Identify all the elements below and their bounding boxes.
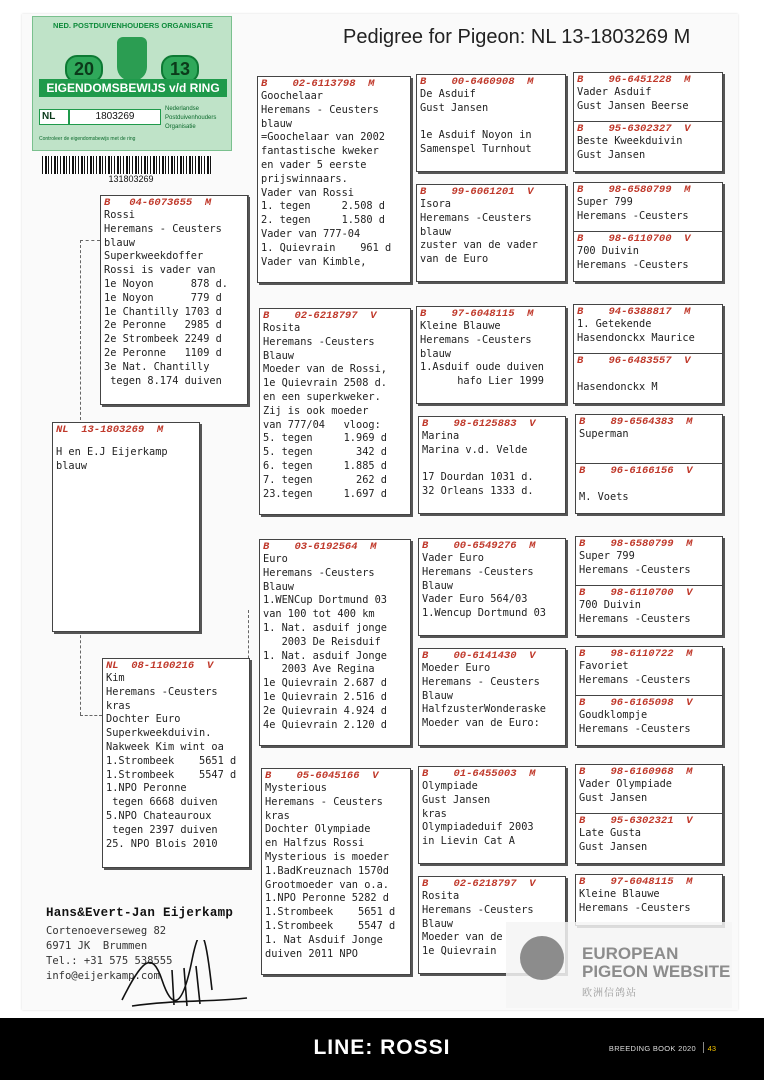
ring-number: B 94-6388817 M — [577, 306, 691, 318]
gen4-pair-box — [573, 304, 723, 404]
gen4-pair-box — [575, 646, 723, 746]
pigeon-details: Rosita Heremans -Ceusters Blauw Moeder van de Rossi, 1e Quievrain 2508 d. en een superkweker. Zij is ook moeder van 777/04 vloog: 5. tegen 1.969 d 5. tegen 342 d 6. tegen 1.885 d 7. tegen 262 d 23.tegen 1.697 d — [263, 322, 387, 500]
connector-line — [248, 195, 249, 375]
pigeon-details: Kleine Blauwe Heremans -Ceusters blauw 1.Asduif oude duiven hafo Lier 1999 — [420, 320, 544, 388]
gen4-entry — [574, 231, 722, 273]
gen4-entry — [576, 647, 722, 695]
ring-letter-line: Organisatie — [165, 124, 196, 130]
grandsire-maternal-box — [259, 539, 411, 746]
page-number: 43 — [707, 1044, 716, 1053]
gen4-pair-box — [575, 414, 723, 514]
pigeon-details: Kleine Blauwe Heremans -Ceusters — [579, 888, 691, 914]
signature-icon — [112, 940, 252, 1012]
ring-number: B 98-6110700 V — [579, 587, 693, 599]
dam-box — [102, 658, 250, 868]
gen4-entry — [574, 73, 722, 121]
ring-year-left: 20 — [65, 55, 103, 83]
subject-pigeon-box — [52, 422, 200, 632]
ring-org: NED. POSTDUIVENHOUDERS ORGANISATIE — [53, 21, 213, 30]
ring-number: B 97-6048115 M — [420, 308, 534, 320]
watermark — [506, 922, 732, 1008]
ring-year-right: 13 — [161, 55, 199, 83]
gen3-box — [418, 538, 566, 636]
ring-number: B 98-6110722 M — [579, 648, 693, 660]
ring-eigendom: EIGENDOMSBEWIJS v/d RING — [39, 79, 227, 97]
gen4-entry — [576, 537, 722, 585]
gen4-entry — [574, 305, 722, 353]
gen4-entry — [576, 463, 722, 505]
gen4-entry — [576, 875, 722, 916]
ring-number: NL 13-1803269 M — [56, 424, 164, 436]
ring-number: B 95-6302327 V — [577, 123, 691, 135]
grandsire-paternal-box — [257, 76, 411, 283]
pigeon-details: Late Gusta Gust Jansen — [579, 827, 648, 853]
connector-line — [80, 240, 81, 425]
pigeon-details: Rosita Heremans -Ceusters Blauw Moeder van de 1e Quievrain — [422, 890, 534, 958]
ring-number: B 95-6302321 V — [579, 815, 693, 827]
gen4-entry — [574, 183, 722, 231]
watermark-line: PIGEON WEBSITE — [582, 962, 731, 981]
pigeon-details: Super 799 Heremans -Ceusters — [577, 196, 689, 222]
pigeon-details: M. Voets — [579, 490, 629, 503]
pigeon-details: 1. Getekende Hasendonckx Maurice — [577, 318, 695, 344]
pigeon-details: De Asduif Gust Jansen 1e Asduif Noyon in Samenspel Turnhout — [420, 88, 532, 156]
granddam-maternal-box — [261, 768, 411, 975]
ring-number: 1803269 — [69, 109, 161, 125]
ring-number: B 00-6549276 M — [422, 540, 536, 552]
ring-number: B 99-6061201 V — [420, 186, 534, 198]
pigeon-details: Vader Asduif Gust Jansen Beerse — [577, 86, 689, 112]
ring-country: NL — [39, 109, 69, 125]
gen3-box — [418, 766, 566, 864]
ring-number: B 04-6073655 M — [104, 197, 212, 209]
barcode — [42, 156, 212, 174]
pigeon-logo-icon — [520, 936, 564, 980]
lion-crest-icon — [117, 37, 147, 81]
pigeon-details: Goudklompje Heremans -Ceusters — [579, 709, 691, 735]
connector-line — [80, 715, 102, 716]
pigeon-details: Vader Euro Heremans -Ceusters Blauw Vader Euro 564/03 1.Wencup Dortmund 03 — [422, 552, 546, 620]
ring-number: B 96-6451228 M — [577, 74, 691, 86]
gen3-box — [416, 74, 566, 172]
gen3-box — [416, 184, 566, 282]
ring-number: B 05-6045166 V — [265, 770, 379, 782]
ring-number: B 89-6564383 M — [579, 416, 693, 428]
pigeon-details: Goochelaar Heremans - Ceusters blauw =Goochelaar van 2002 fantastische kweker en vader 5 eerste prijswinnaars. Vader van Rossi 1. tegen 2.508 d 2. tegen 1.580 d Vader van 777-04 1. Quievrain 961 d Vader van Kimble, — [261, 90, 392, 268]
breeder-address: Cortenoeverseweg 82 6971 JK Brummen Tel.: +31 575 538555 info@eijerkamp.com — [46, 925, 173, 982]
pigeon-details: Euro Heremans -Ceusters Blauw 1.WENCup Dortmund 03 van 100 tot 400 km 1. Nat. asduif jonge 2003 De Reisduif 1. Nat. asduif Jonge 2003 Ave Regina 1e Quievrain 2.687 d 1e Quievrain 2.516 d 2e Quievrain 4.924 d 4e Quievrain 2.120 d — [263, 553, 387, 731]
gen4-entry — [576, 695, 722, 737]
ring-card — [32, 16, 232, 151]
connector-line — [80, 240, 100, 241]
connector-line — [80, 630, 81, 715]
page-footer — [0, 1018, 764, 1080]
ring-number: B 97-6048115 M — [579, 876, 693, 888]
pigeon-details: Kim Heremans -Ceusters kras Dochter Euro Superkweekduivin. Nakweek Kim wint oa 1.Strombeek 5651 d 1.Strombeek 5547 d 1.NPO Peronne tegen 6668 duiven 5.NPO Chateauroux tegen 2397 duiven 25. NPO Blois 2010 — [106, 672, 237, 850]
ring-org-letters — [165, 105, 216, 132]
ring-number: B 01-6455003 M — [422, 768, 536, 780]
pigeon-details: Hasendonckx M — [577, 380, 658, 393]
gen4-pair-box — [575, 764, 723, 864]
gen4-entry — [576, 765, 722, 813]
pigeon-details: Mysterious Heremans - Ceusters kras Dochter Olympiade en Halfzus Rossi Mysterious is moeder 1.BadKreuznach 1570d Grootmoeder van o.a. 1.NPO Peronne 5282 d 1.Strombeek 5651 d 1.Strombeek 5547 d 1. Nat Asduif Jonge duiven 2011 NPO — [265, 782, 396, 960]
gen4-pair-box — [575, 536, 723, 636]
pigeon-details: 700 Duivin Heremans -Ceusters — [579, 599, 691, 625]
pigeon-details: Marina Marina v.d. Velde 17 Dourdan 1031 d. 32 Orleans 1333 d. — [422, 430, 534, 498]
sire-box — [100, 195, 248, 405]
pigeon-details: Rossi Heremans - Ceusters blauw Superkweekdoffer Rossi is vader van 1e Noyon 878 d. 1e Noyon 779 d 1e Chantilly 1703 d 2e Peronne 2985 d 2e Strombeek 2249 d 2e Peronne 1109 d 3e Nat. Chantilly tegen 8.174 duiven — [104, 209, 228, 387]
gen4-entry — [576, 585, 722, 627]
gen4-pair-box — [573, 72, 723, 172]
pigeon-details: Beste Kweekduivin Gust Jansen — [577, 135, 683, 161]
book-title: BREEDING BOOK 2020 — [608, 1044, 696, 1053]
ring-number: B 02-6113798 M — [261, 78, 375, 90]
gen4-entry — [574, 121, 722, 163]
granddam-paternal-box — [259, 308, 411, 515]
ring-letter-line: Postduivenhouders — [165, 115, 217, 121]
ring-number: B 03-6192564 M — [263, 541, 377, 553]
line-heading: LINE: ROSSI — [313, 1036, 451, 1059]
ring-number: B 00-6460908 M — [420, 76, 534, 88]
gen4-entry — [574, 353, 722, 395]
pigeon-details: Vader Olympiade Gust Jansen — [579, 778, 672, 804]
gen4-pair-box — [573, 182, 723, 282]
footer-divider — [703, 1042, 704, 1053]
gen3-box — [418, 416, 566, 514]
gen3-box — [416, 306, 566, 404]
breeder-name: Hans&Evert-Jan Eijerkamp — [46, 906, 234, 920]
pigeon-details: Superman — [579, 428, 629, 440]
watermark-line: EUROPEAN — [582, 944, 679, 963]
ring-number: B 00-6141430 V — [422, 650, 536, 662]
ring-number: B 98-6160968 M — [579, 766, 693, 778]
watermark-line: 欧洲信鸽站 — [582, 988, 637, 999]
pigeon-details: 700 Duivin Heremans -Ceusters — [577, 245, 689, 271]
gen3-box — [418, 648, 566, 746]
gen4-entry — [576, 415, 722, 463]
ring-number: B 96-6483557 V — [577, 355, 691, 367]
gen4-pair-box — [575, 874, 723, 926]
pigeon-details: Moeder Euro Heremans - Ceusters Blauw HalfzusterWonderaske Moeder van de Euro: — [422, 662, 546, 730]
pigeon-details: Olympiade Gust Jansen kras Olympiadeduif 2003 in Lievin Cat A — [422, 780, 534, 848]
ring-number: B 02-6218797 V — [422, 878, 536, 890]
pigeon-details: Super 799 Heremans -Ceusters — [579, 550, 691, 576]
ring-number: B 98-6580799 M — [577, 184, 691, 196]
pigeon-details: Favoriet Heremans -Ceusters — [579, 660, 691, 686]
gen4-entry — [576, 813, 722, 855]
ring-number: B 96-6166156 V — [579, 465, 693, 477]
ring-number: B 98-6580799 M — [579, 538, 693, 550]
barcode-number: 131803269 — [108, 174, 154, 184]
ring-number: B 98-6110700 V — [577, 233, 691, 245]
ring-letter-line: Nederlandse — [165, 106, 200, 112]
ring-certificate — [32, 16, 230, 184]
ring-number: B 98-6125883 V — [422, 418, 536, 430]
pigeon-details: Isora Heremans -Ceusters blauw zuster van de vader van de Euro — [420, 198, 538, 266]
ring-number: B 96-6165098 V — [579, 697, 693, 709]
pigeon-details: H en E.J Eijerkamp blauw — [56, 446, 168, 472]
ring-number: B 02-6218797 V — [263, 310, 377, 322]
ring-control-note: Controleer de eigendomsbewijs met de ring — [39, 136, 136, 142]
ring-number: NL 08-1100216 V — [106, 660, 214, 672]
page-title: Pedigree for Pigeon: NL 13-1803269 M — [343, 26, 691, 48]
